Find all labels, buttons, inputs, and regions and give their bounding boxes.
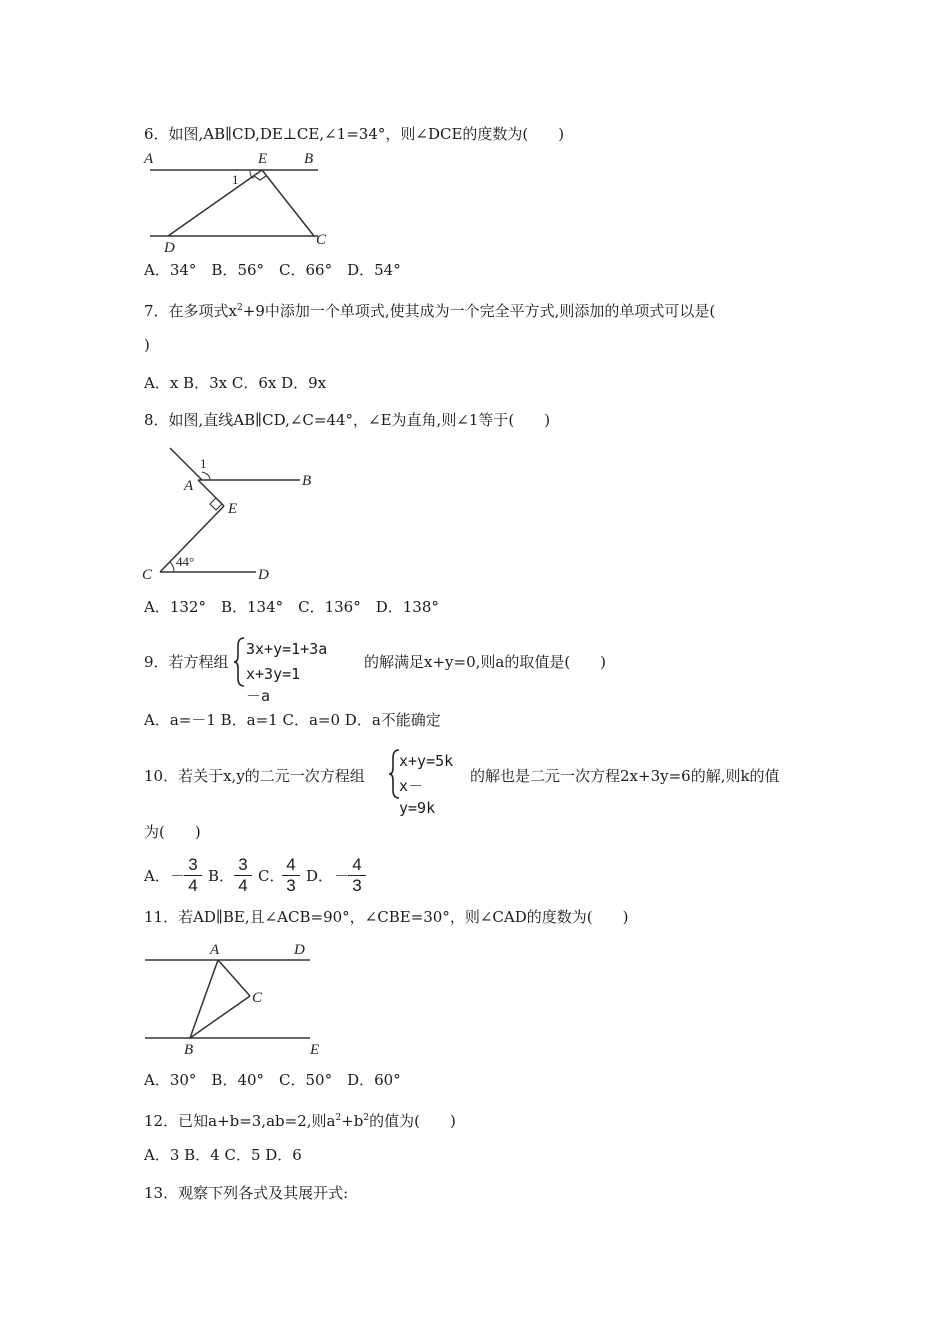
q6-options: A．34° B．56° C．66° D．54°	[144, 261, 401, 279]
q11-line-cb	[190, 996, 250, 1038]
q8-label-c: C	[142, 567, 153, 583]
q6-label-1: 1	[232, 172, 239, 187]
q9-stem-post: 的解满足x+y=0,则a的取值是( )	[364, 653, 607, 671]
q8-label-a: A	[184, 478, 194, 494]
q12-options: A．3 B．4 C．5 D．6	[144, 1146, 302, 1164]
q8-options: A．132° B．134° C．136° D．138°	[144, 598, 439, 616]
q10-option-c-label: C．	[258, 867, 285, 885]
q6-label-d: D	[164, 240, 175, 253]
q8-right-angle-mark	[210, 498, 222, 510]
q10-stem-cont: 为( )	[144, 823, 201, 841]
q6-line-ec	[262, 170, 314, 236]
q10-eq2: x－y=9k	[399, 777, 436, 817]
q11-figure	[140, 938, 330, 1060]
q11-label-b: B	[184, 1042, 194, 1058]
q10-option-d-fraction	[348, 856, 366, 895]
q10-option-a-minus: －	[170, 867, 186, 885]
fraction-denominator: 4	[188, 876, 198, 895]
q7-stem-cont: )	[144, 336, 150, 354]
q10-stem-pre: 10．若关于x,y的二元一次方程组	[144, 767, 365, 785]
q7-options: A．x B．3x C．6x D．9x	[144, 374, 327, 392]
q8-label-e: E	[228, 501, 238, 517]
q11-line-ac	[218, 960, 250, 996]
q11-label-a: A	[210, 942, 220, 958]
q8-label-d: D	[258, 567, 269, 583]
q10-option-b-label: B．	[208, 867, 235, 885]
q8-stem: 8．如图,直线AB∥CD,∠C=44°，∠E为直角,则∠1等于( )	[144, 411, 551, 429]
q6-right-angle-mark	[254, 176, 266, 180]
q8-angle-arc-1	[202, 472, 210, 480]
q7-stem: 7．在多项式$x^2+9$中添加一个单项式,使其成为一个完全平方式,则添加的单项式可以是(	[144, 302, 716, 320]
q9-brace-icon	[232, 636, 246, 688]
q6-label-a: A	[144, 151, 154, 167]
q10-option-d-label: D．	[306, 867, 334, 885]
q6-label-e: E	[258, 151, 268, 167]
q9-options: A．a=－1 B．a=1 C．a=0 D．a不能确定	[144, 711, 441, 729]
q6-stem: 6．如图,AB∥CD,DE⊥CE,∠1=34°，则∠DCE的度数为( )	[144, 125, 565, 143]
q6-label-b: B	[304, 151, 314, 167]
q6-line-de	[168, 170, 262, 236]
q10-option-b-fraction	[234, 856, 252, 895]
q10-stem-post: 的解也是二元一次方程2x+3y=6的解,则k的值	[470, 767, 780, 785]
q8-label-b: B	[302, 473, 312, 489]
q8-label-44: 44°	[176, 554, 195, 569]
fraction-denominator: 3	[352, 876, 362, 895]
q11-stem: 11．若AD∥BE,且∠ACB=90°，∠CBE=30°，则∠CAD的度数为( )	[144, 908, 629, 926]
fraction-denominator: 4	[238, 876, 248, 895]
q10-option-d-minus: －	[334, 867, 350, 885]
q8-angle-arc-c	[170, 562, 174, 572]
q12-stem: 12．已知a+b=3,ab=2,则$a^2+b^2$的值为( )	[144, 1112, 456, 1130]
q10-option-a-fraction	[184, 856, 202, 895]
q11-line-ab	[190, 960, 218, 1038]
q8-line-extension	[170, 448, 202, 480]
fraction-numerator: 3	[238, 855, 248, 874]
q10-option-a-label: A．	[144, 867, 170, 885]
q11-options: A．30° B．40° C．50° D．60°	[144, 1071, 401, 1089]
fraction-numerator: 3	[188, 855, 198, 874]
q10-option-c-fraction	[282, 856, 300, 895]
q10-eq1: x+y=5k	[399, 752, 454, 770]
q9-stem-pre: 9．若方程组	[144, 653, 229, 671]
q11-label-c: C	[252, 990, 263, 1006]
fraction-numerator: 4	[352, 855, 362, 874]
q8-figure	[140, 440, 320, 585]
q8-label-1: 1	[200, 456, 207, 471]
fraction-denominator: 3	[286, 876, 296, 895]
q6-label-c: C	[316, 232, 327, 248]
q13-stem: 13．观察下列各式及其展开式:	[144, 1184, 349, 1202]
q11-label-d: D	[294, 942, 305, 958]
q9-eq2: x+3y=1－a	[246, 665, 301, 705]
fraction-numerator: 4	[286, 855, 296, 874]
q6-figure	[140, 148, 340, 253]
q9-eq1: 3x+y=1+3a	[246, 640, 328, 658]
q11-label-e: E	[310, 1042, 320, 1058]
